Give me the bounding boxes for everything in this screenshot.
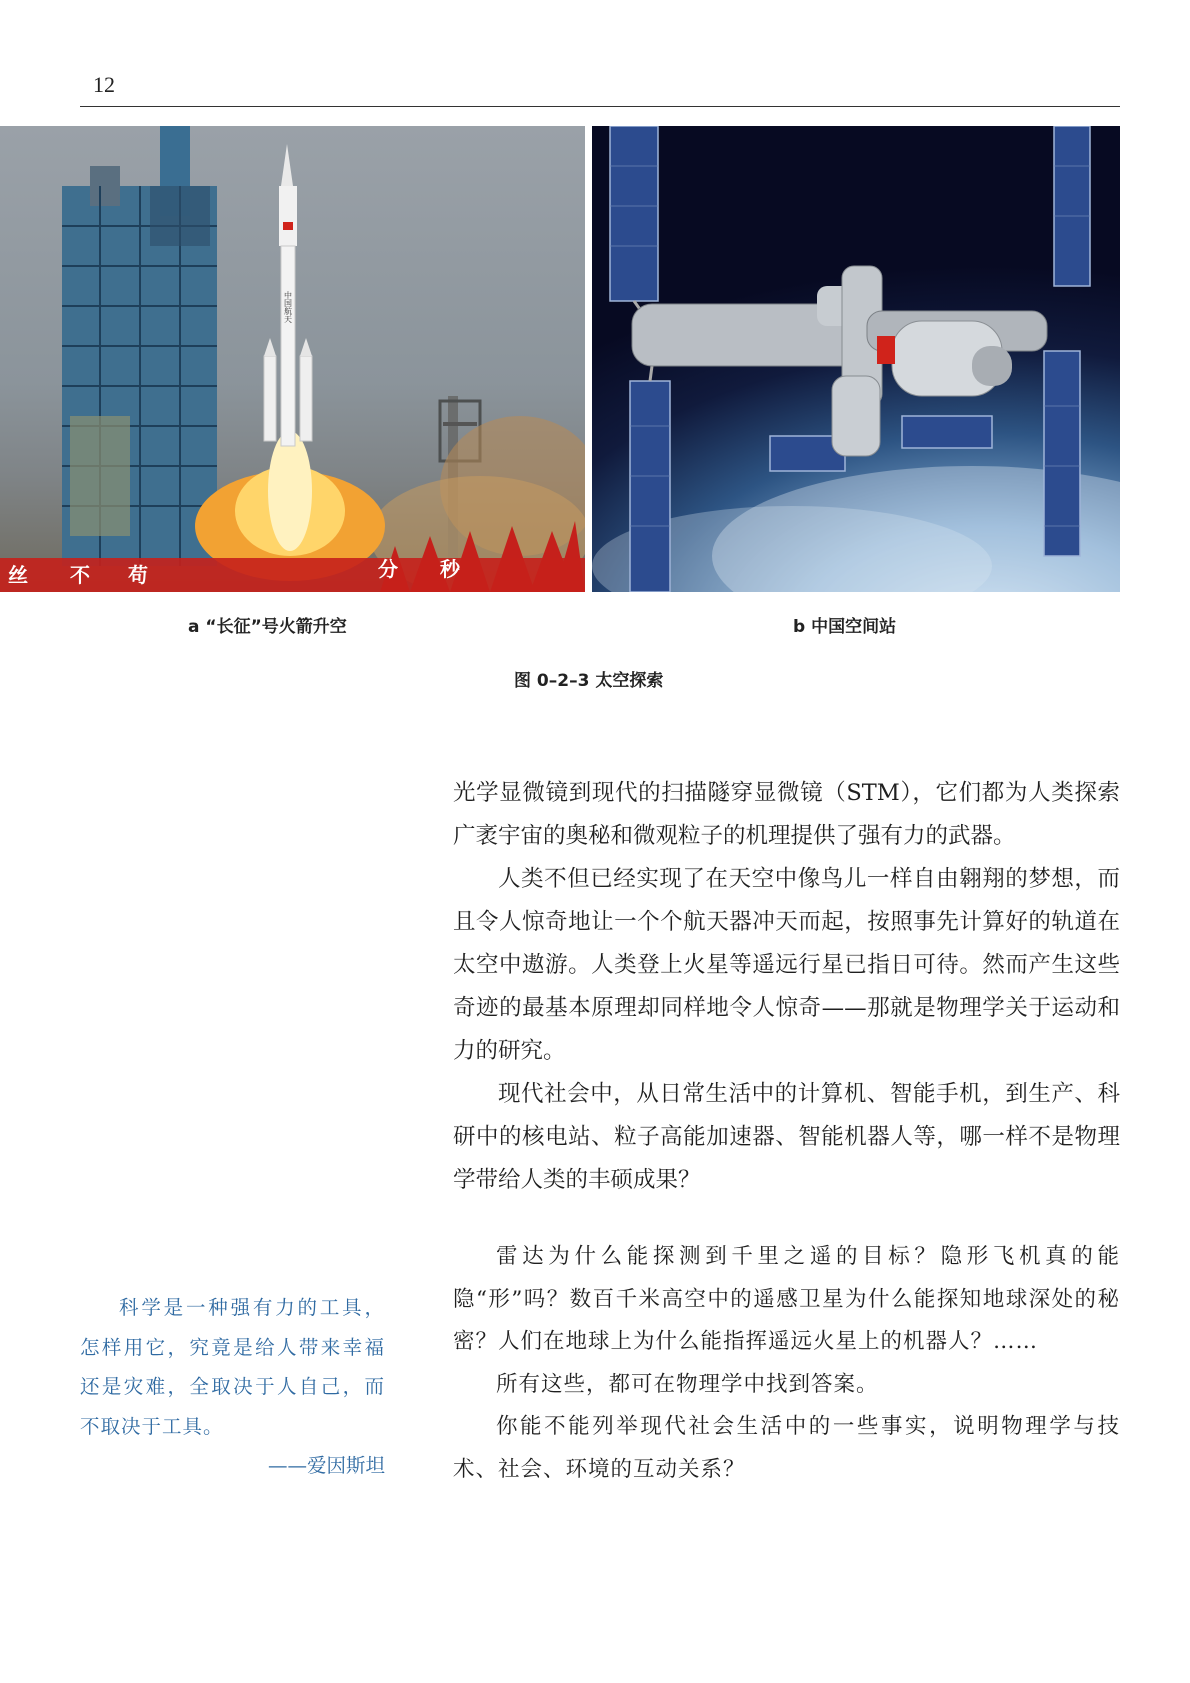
paragraph: 光学显微镜到现代的扫描隧穿显微镜（STM），它们都为人类探索广袤宇宙的奥秘和微观粒子的机理提供了强有力的武器。 <box>453 780 1120 849</box>
banner-char: 分 <box>378 557 398 581</box>
question-text <box>453 1236 1120 1491</box>
rocket-launch-photo <box>0 126 585 592</box>
banner-char: 不 <box>70 563 90 587</box>
paragraph: 你能不能列举现代社会生活中的一些事实，说明物理学与技术、社会、环境的互动关系？ <box>453 1414 1120 1482</box>
quote-author: ——爱因斯坦 <box>267 1454 385 1477</box>
banner-char: 秒 <box>440 557 460 581</box>
header-rule <box>80 106 1120 107</box>
banner-char: 苟 <box>128 563 148 587</box>
subcaption-b: b 中国空间站 <box>793 617 897 637</box>
paragraph: 所有这些，都可在物理学中找到答案。 <box>496 1371 879 1397</box>
rocket-body-text: 中国航天 <box>283 291 293 323</box>
margin-quote <box>80 1288 385 1486</box>
paragraph: 雷达为什么能探测到千里之遥的目标？隐形飞机真的能隐“形”吗？数百千米高空中的遥感卫星为什么能探知地球深处的秘密？人们在地球上为什么能指挥遥远火星上的机器人？…… <box>453 1244 1120 1354</box>
figure-caption: 图 0–2–3 太空探索 <box>514 671 664 691</box>
page-number: 12 <box>93 72 115 97</box>
paragraph: 人类不但已经实现了在天空中像鸟儿一样自由翱翔的梦想，而且令人惊奇地让一个个航天器冲天而起，按照事先计算好的轨道在太空中遨游。人类登上火星等遥远行星已指日可待。然而产生这些奇迹的最基本原理却同样地令人惊奇——那就是物理学关于运动和力的研究。 <box>453 866 1120 1064</box>
banner-char: 丝 <box>8 563 28 587</box>
paragraph: 现代社会中，从日常生活中的计算机、智能手机，到生产、科研中的核电站、粒子高能加速器、智能机器人等，哪一样不是物理学带给人类的丰硕成果？ <box>453 1081 1120 1193</box>
quote-text: 科学是一种强有力的工具，怎样用它，究竟是给人带来幸福还是灾难，全取决于人自己，而不取决于工具。 <box>80 1296 385 1438</box>
body-text <box>453 772 1120 1202</box>
subcaption-a: a “长征”号火箭升空 <box>188 617 347 637</box>
space-station-photo <box>592 126 1120 592</box>
